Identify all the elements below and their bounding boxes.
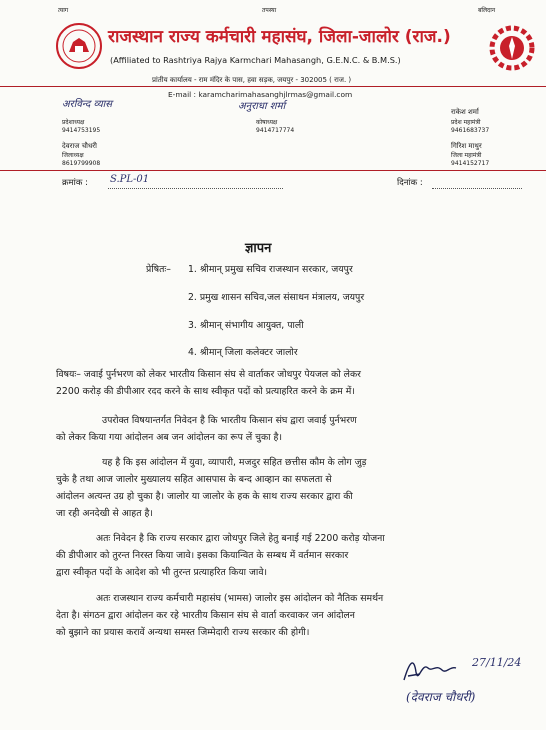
subject-line-1: विषयः– जवाई पुर्नभरण को लेकर भारतीय किसान संघ से वार्ताकर जोधपुर पेयजल को लेकर <box>56 369 361 380</box>
official-4-name: देवराज चौधरी <box>62 142 97 150</box>
official-3-name: राकेश शर्मा <box>451 108 479 116</box>
official-5-phone: 9414152717 <box>451 160 490 167</box>
official-1-phone: 9414753195 <box>62 127 101 134</box>
organization-title: राजस्थान राज्य कर्मचारी महासंघ, जिला-जालोर (राज.) <box>108 27 451 47</box>
official-5-title: जिला महामंत्री <box>451 152 482 159</box>
date-label: दिनांक : <box>397 178 423 188</box>
handwritten-signature-icon <box>400 650 460 690</box>
header-tag-center: तपस्या <box>262 7 277 14</box>
para1-line-1: उपरोक्त विषयान्तर्गत निवेदन है कि भारतीय किसान संघ द्वारा जवाई पुर्नभरण <box>102 415 357 426</box>
official-2-name: अनुराधा शर्मा <box>238 101 286 112</box>
header-tag-right: बलिदान <box>478 7 496 14</box>
memorandum-heading: ज्ञापन <box>245 241 272 256</box>
official-4-title: जिलाध्यक्ष <box>62 152 84 159</box>
sender-label: प्रेषितः– <box>146 264 171 275</box>
official-1-title: प्रदेशाध्यक्ष <box>62 119 85 126</box>
official-3-phone: 9461683737 <box>451 127 490 134</box>
header-divider-bottom <box>0 170 546 171</box>
para2-line-3: आंदोलन अत्यन्त उग्र हो चुका है। जालोर या जालोर के हक के साथ राज्य सरकार द्वारा की <box>56 491 353 502</box>
para4-line-3: को बुझाने का प्रयास करावें अन्यथा समस्त जिम्मेदारी राज्य सरकार की होगी। <box>56 627 310 638</box>
affiliation-text: (Affiliated to Rashtriya Rajya Karmchari Mahasangh, G.E.N.C. & B.M.S.) <box>110 55 401 65</box>
mahasangh-logo-icon <box>55 22 103 70</box>
official-1-name: अरविन्द व्यास <box>62 99 113 110</box>
official-2-title: कोषाध्यक्ष <box>256 119 278 126</box>
email-address: E-mail : karamcharimahasanghjlrmas@gmail.com <box>168 90 353 99</box>
para4-line-2: देता है। संगठन द्वारा आंदोलन कर रहे भारतीय किसान संघ से वार्ता करवाकर जन आंदोलन <box>56 610 355 621</box>
para3-line-2: की डीपीआर को तुरन्त निरस्त किया जावे। इसका कियान्वित के सम्बध में वर्तमान सरकार <box>56 550 349 561</box>
date-dots <box>432 188 522 189</box>
official-4-phone: 8619799908 <box>62 160 101 167</box>
para1-line-2: को लेकर किया गया आंदोलन अब जन आंदोलन का रूप लें चुका है। <box>56 432 282 443</box>
header-divider-top <box>0 86 546 87</box>
recipient-2: 2. प्रमुख शासन सचिव,जल संसाधन मंत्रालय, जयपुर <box>188 292 365 303</box>
para3-line-3: द्वारा स्वीकृत पदों के आदेश को भी तुरन्त प्रत्याहरित किया जावे। <box>56 567 268 578</box>
official-3-title: प्रदेश महामंत्री <box>451 119 481 126</box>
subject-line-2: 2200 करोड़ की डीपीआर रदद करने के साथ स्वीकृत पदों को प्रत्याहरित करने के क्रम में। <box>56 386 355 397</box>
para2-line-2: चुके है तथा आज जालोर मुख्यालय सहित आसपास के बन्द आव्हान का सफलता से <box>56 474 332 485</box>
gear-emblem-icon <box>487 22 537 74</box>
ref-number-dots <box>108 188 283 189</box>
recipient-4: 4. श्रीमान् जिला कलेक्टर जालोर <box>188 347 298 358</box>
ref-number-value: S.PL-01 <box>110 174 150 185</box>
official-2-phone: 9414717774 <box>256 127 295 134</box>
ref-number-label: क्रमांक : <box>62 178 88 188</box>
para3-line-1: अतः निवेदन है कि राज्य सरकार द्वारा जोधपुर जिले हेतु बनाई गई 2200 करोड़ योजना <box>96 533 385 544</box>
office-address: प्रांतीय कार्यालय - राम मंदिर के पास, हवा सड़क, जयपुर - 302005 ( राज. ) <box>152 76 352 84</box>
recipient-3: 3. श्रीमान् संभागीय आयुक्त, पाली <box>188 320 304 331</box>
signature-date: 27/11/24 <box>472 656 522 669</box>
para2-line-1: यह है कि इस आंदोलन में युवा, व्यापारी, मजदुर सहित छत्तीस कौम के लोग जुड़ <box>102 457 367 468</box>
para2-line-4: जा रही अनदेखी से आहत है। <box>56 508 153 519</box>
signatory-name: (देवराज चौधरी) <box>406 690 476 704</box>
official-5-name: गिरिश माथुर <box>451 142 482 150</box>
recipient-1: 1. श्रीमान् प्रमुख सचिव राजस्थान सरकार, जयपुर <box>188 264 353 275</box>
header-tag-left: त्याग <box>58 7 69 14</box>
para4-line-1: अतः राजस्थान राज्य कर्मचारी महासंघ (भामस) जालोर इस आंदोलन को नैतिक समर्थन <box>96 593 384 604</box>
